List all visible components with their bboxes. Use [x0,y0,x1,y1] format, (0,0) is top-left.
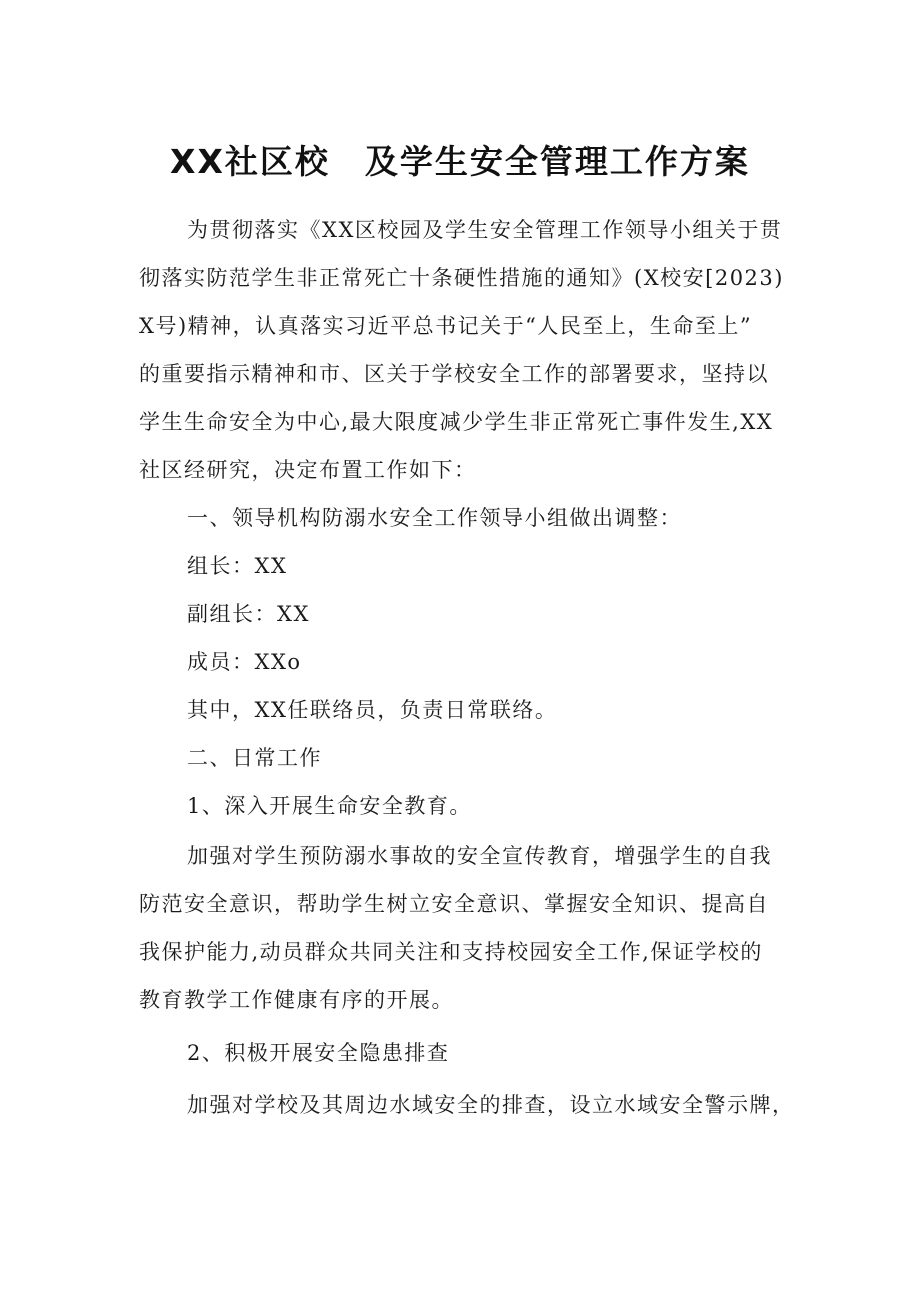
paragraph-line: 的重要指示精神和市、区关于学校安全工作的部署要求，坚持以 [139,362,769,386]
paragraph-line: 防范安全意识，帮助学生树立安全意识、掌握安全知识、提高自 [139,892,769,916]
paragraph-line: 加强对学校及其周边水域安全的排查，设立水域安全警示牌， [187,1093,795,1117]
list-item: 成员：XXo [187,650,302,674]
section-heading: 二、日常工作 [187,746,322,770]
paragraph-line: 彻落实防范学生非正常死亡十条硬性措施的通知》(X校安[2023) [139,266,784,290]
section-heading: 一、领导机构防溺水安全工作领导小组做出调整： [187,506,682,530]
paragraph-line: 为贯彻落实《XX区校园及学生安全管理工作领导小组关于贯 [187,218,783,242]
paragraph-line: X号)精神，认真落实习近平总书记关于“人民至上，生命至上” [139,314,753,338]
paragraph-line: 社区经研究，决定布置工作如下： [139,458,477,482]
paragraph-line: 加强对学生预防溺水事故的安全宣传教育，增强学生的自我 [187,844,772,868]
document-title: XX社区校 及学生安全管理工作方案 [170,142,750,181]
subsection-heading: 1、深入开展生命安全教育。 [187,794,472,818]
list-item: 组长：XX [187,554,288,578]
paragraph-line: 其中，XX任联络员，负责日常联络。 [187,698,558,722]
subsection-heading: 2、积极开展安全隐患排查 [187,1041,450,1065]
paragraph-line: 学生生命安全为中心,最大限度减少学生非正常死亡事件发生,XX [139,410,774,434]
paragraph-line: 我保护能力,动员群众共同关注和支持校园安全工作,保证学校的 [139,940,763,964]
paragraph-line: 教育教学工作健康有序的开展。 [139,988,454,1012]
list-item: 副组长：XX [187,602,310,626]
